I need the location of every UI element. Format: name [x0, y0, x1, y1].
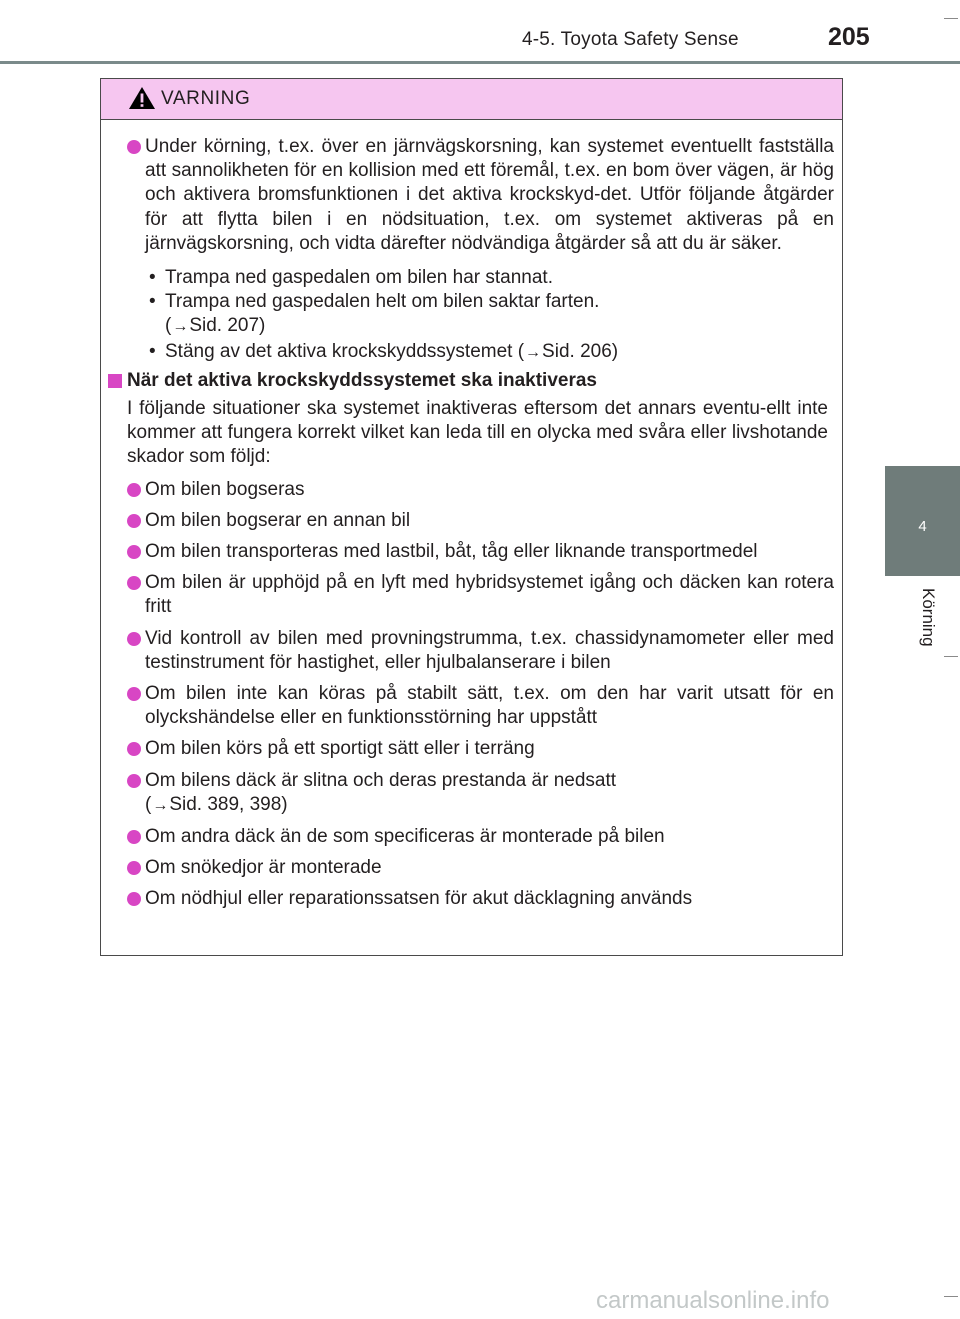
page-reference [145, 793, 834, 818]
list-item-text: Om bilen är upphöjd på en lyft med hybridsystemet igång och däcken kan rotera fritt [145, 572, 834, 618]
list-item [101, 825, 842, 849]
sub-item [145, 340, 842, 365]
section-heading-text: När det aktiva krockskyddssystemet ska inaktiveras [127, 369, 597, 391]
sub-item-text: Trampa ned gaspedalen helt om bilen saktar farten. [165, 291, 600, 313]
bullet-dot-icon [127, 861, 141, 875]
list-item [101, 478, 842, 502]
sub-item-text: Trampa ned gaspedalen om bilen har stannat. [165, 267, 553, 289]
warning-box [100, 78, 843, 956]
list-item-text: Om bilens däck är slitna och deras prestanda är nedsatt [145, 769, 617, 791]
sub-item-text: Stäng av det aktiva krockskyddssystemet ( [165, 340, 525, 362]
situation-list [101, 478, 842, 912]
list-item [101, 682, 842, 730]
list-item [101, 540, 842, 564]
bullet-dot-icon [127, 774, 141, 788]
list-item-text: Under körning, t.ex. över en järnvägskorsning, kan systemet eventuellt fastställa att sannolikheten för en kollision med ett föremål, t.ex. en bom över vägen, är hög och aktivera bromsfunktionen i det aktiva krockskyd-det. Utför följande åtgärder för att flytta bilen i en nödsituation, t.ex. om systemet aktiveras på en järnvägskorsning, och vidta därefter nödvändiga åtgärder så att du är säker. [145, 136, 834, 254]
sub-bullet-icon: • [149, 340, 156, 362]
list-item-text: Om bilen bogserar en annan bil [145, 509, 411, 531]
arrow-right-icon: → [525, 343, 542, 361]
warning-triangle-icon [128, 86, 156, 110]
arrow-right-icon: → [172, 318, 189, 336]
bullet-dot-icon [127, 545, 141, 559]
warning-header [101, 79, 842, 120]
chapter-label: Körning [919, 588, 938, 647]
list-item [101, 856, 842, 880]
bullet-dot-icon [127, 632, 141, 646]
crop-mark [944, 656, 958, 657]
list-item-text: Vid kontroll av bilen med provningstrumma, t.ex. chassidynamometer eller med testinstrument för hastighet, eller hjulbalanserare i bilen [145, 627, 834, 673]
header-rule [0, 61, 960, 64]
sub-item [145, 266, 842, 290]
bullet-dot-icon [127, 830, 141, 844]
square-bullet-icon [108, 374, 122, 388]
bullet-dot-icon [127, 892, 141, 906]
section-heading [101, 369, 842, 393]
warning-title: VARNING [161, 88, 251, 109]
list-item-text: Om bilen transporteras med lastbil, båt, tåg eller liknande transportmedel [145, 541, 758, 563]
crop-mark [944, 18, 958, 19]
list-item [101, 571, 842, 619]
bullet-dot-icon [127, 687, 141, 701]
sub-bullet-icon: • [149, 267, 156, 289]
bullet-dot-icon [127, 140, 141, 154]
header-section-title: 4-5. Toyota Safety Sense [522, 29, 739, 50]
sub-list [101, 266, 842, 365]
list-item-text: Om nödhjul eller reparationssatsen för akut däcklagning används [145, 888, 693, 910]
chapter-tab [885, 466, 960, 576]
list-item-text: Om bilen bogseras [145, 478, 305, 500]
list-item [101, 887, 842, 911]
list-item-text: Om andra däck än de som specificeras är monterade på bilen [145, 826, 665, 848]
list-item-text: Om bilen körs på ett sportigt sätt eller i terräng [145, 738, 535, 760]
crop-mark [944, 1296, 958, 1297]
watermark: carmanualsonline.info [596, 1287, 830, 1314]
list-item [101, 135, 842, 256]
sub-bullet-icon: • [149, 291, 156, 313]
page-number: 205 [828, 23, 870, 51]
warning-content [101, 135, 842, 919]
bullet-dot-icon [127, 514, 141, 528]
arrow-right-icon: → [152, 796, 169, 814]
list-item [101, 509, 842, 533]
list-item-text: Om bilen inte kan köras på stabilt sätt, t.ex. om den har varit utsatt för en olyckshändelse eller en funktionsstörning har uppstått [145, 683, 834, 729]
reference-text: Sid. 206) [542, 340, 619, 362]
reference-open: ( [145, 793, 152, 815]
reference-open: ( [165, 315, 172, 337]
sub-item [145, 290, 842, 339]
section-intro: I följande situationer ska systemet inaktiveras eftersom det annars eventu-ellt inte kommer att fungera korrekt vilket kan leda till en olycka med svåra eller livshotande skador som följd: [127, 398, 828, 468]
bullet-dot-icon [127, 576, 141, 590]
list-item [101, 737, 842, 761]
reference-text: Sid. 389, 398) [169, 793, 288, 815]
bullet-dot-icon [127, 742, 141, 756]
list-item [101, 769, 842, 818]
page-reference [165, 314, 842, 339]
reference-text: Sid. 207) [189, 315, 266, 337]
chapter-number: 4 [918, 518, 927, 535]
bullet-dot-icon [127, 483, 141, 497]
list-item-text: Om snökedjor är monterade [145, 857, 382, 879]
list-item [101, 627, 842, 675]
